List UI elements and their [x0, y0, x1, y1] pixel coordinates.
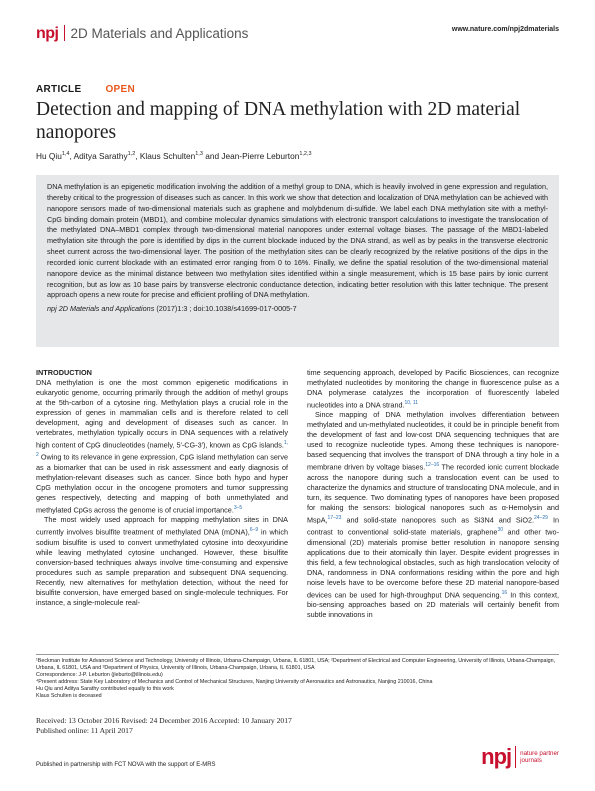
author-separator: and	[202, 151, 222, 161]
author-separator: ,	[69, 151, 74, 161]
body-column-right	[307, 368, 559, 620]
author-affiliation: 1,2	[127, 151, 136, 158]
published-online: Published online: 11 April 2017	[36, 725, 133, 735]
tagline-line: journals	[520, 757, 542, 764]
paragraph-text: The recorded ionic current blockade across the nanopore during such a translocation event can be used to characterize the dynamics and structure of translocating DNA molecule, and in turn, its sequence. Two dominating types of nanopores have been proposed for making the sensors: biological nanopores such as α-Hemolysin and MspA,	[307, 462, 559, 525]
author-separator: ,	[135, 151, 140, 161]
open-access-badge: OPEN	[105, 84, 135, 95]
reference-link[interactable]: 16	[501, 589, 508, 596]
footnote-correspondence[interactable]: Correspondence: J-P. Leburton (jleburto@illinois.edu)	[36, 672, 163, 678]
paragraph-text: Since mapping of DNA methylation involves differentiation between methylated and un-methylated nucleotides, it could be in principle benefit from the development of fast and low-cost DNA sequencing techniques that are used to recognize nucleotide types. Among these techniques is nanopore-based sequencing that involves the transport of DNA through a tiny hole in a membrane driven by voltage biases.	[307, 410, 559, 472]
reference-link[interactable]: 30	[497, 527, 503, 534]
abstract-text: DNA methylation is an epigenetic modification involving the addition of a methyl group to DNA, which is heavily involved in gene expression and regulation, thereby critical to the progression of diseases such as cancer. In this work we show that detection and localization of DNA methylation can be achieved with nanopore sensors made of two-dimensional materials such as graphene and molybdenum di-sulfide. We label each DNA methylation site with a methyl-CpG binding domain protein (MBD1), and combine molecular dynamics simulations with electronic transport calculations to investigate the translocation of the methylated DNA–MBD1 complex through two-dimensional material nanopores under external voltage biases. The passage of the MBD1-labeled methylation site through the pore is identified by dips in the current blockade induced by the DNA strand, as well as by peaks in the transverse electronic sheet current across the two-dimensional layer. The position of the methylation sites can be clearly recognized by the relative positions of the dips in the recorded ionic current blockade with an estimated error ranging from 0 to 16%. Finally, we define the spatial resolution of the two-dimensional material nanopore device as the minimal distance between two methylation sites identified within a single measurement, which is 15 base pairs by ionic current recognition, but as low as 10 base pairs by transverse electronic conductance detection, indicating better resolution with this latter technique. The present approach opens a new route for precise and efficient profiling of DNA methylation.	[47, 182, 548, 300]
article-title: Detection and mapping of DNA methylation with 2D material nanopores	[36, 99, 521, 143]
paragraph-text: and solid-state nanopores such as Si3N4 and SiO2.	[341, 515, 535, 525]
paragraph-text: The most widely used approach for mapping methylation sites in DNA currently involves bisulfite treatment of methylated DNA (mDNA),	[36, 515, 288, 537]
paragraph-text: in which sodium bisulfite is used to convert unmethylated cytosine into deoxyuridine while leaving methylated cytosine unchanged. However, these bisulfite conversion-based techniques always involve time-consuming and expensive procedures such as sample preparation and subsequent DNA sequencing. Recently, new alternatives for methylation detection, without the need for bisulfite conversion, have emerged based on single-molecule techniques. For instance, a single-molecule real-	[36, 527, 288, 607]
article-type-label	[36, 84, 135, 95]
article-body	[36, 368, 559, 620]
body-paragraph	[307, 410, 559, 620]
reference-link[interactable]: 3–5	[233, 504, 243, 511]
npj-logo: npj	[36, 25, 59, 42]
paragraph-text: In this context, bio-sensing approaches based on 2D materials will certainly benefit from subtle innovations in	[307, 590, 559, 620]
author-affiliation: 1,2,3	[299, 151, 312, 158]
reference-link[interactable]: 24–29	[534, 514, 548, 521]
journal-brand[interactable]	[36, 22, 248, 43]
brand-divider	[64, 25, 65, 41]
citation-journal: npj 2D Materials and Applications	[47, 304, 155, 314]
footer-npj-logo: npj	[481, 744, 512, 769]
npj-partner-logo	[481, 744, 559, 770]
journal-url-link[interactable]: www.nature.com/npj2dmaterials	[451, 26, 559, 33]
reference-link[interactable]: 10, 11	[404, 400, 419, 406]
author-name[interactable]: Aditya Sarathy	[73, 151, 128, 161]
article-type: ARTICLE	[36, 84, 82, 95]
paragraph-text: Owing to its relevance in gene expression, CpG island methylation can serve as a biomarker that can be used in risk assessment and early diagnosis of methylation-relevant diseases such as cancer. Since both hypo and hyper CpG methylation occur in the oncogene promoters and tumor suppressing genes respectively, detecting and mapping of both unmethylated and methylated CpGs across the genome is of crucial importance.	[36, 452, 288, 515]
page-header	[36, 22, 559, 46]
citation-line	[47, 304, 548, 315]
author-list	[36, 151, 312, 161]
author-name[interactable]: Klaus Schulten	[139, 151, 196, 161]
paragraph-text: DNA methylation is one the most common epigenetic modifications in eukaryotic genome, occurring primarily through the addition of methyl groups at the 5th-carbon of a cytosine ring. Methylation plays a crucial role in the expression of genes in mammalian cells and is therefore related to cell development, aging and development of diseases such as cancer. In vertebrates, methylation typically occurs in DNA sequences with a relatively high content of CpG dinucleotides (namely, 5′-CG-3′), known as CpG islands.	[36, 378, 288, 450]
footer-tagline	[520, 750, 559, 764]
reference-link[interactable]: 6–9	[249, 527, 259, 534]
author-name[interactable]: Jean-Pierre Leburton	[221, 151, 300, 161]
footer-logo-divider	[515, 746, 516, 768]
paragraph-text: time sequencing approach, developed by Pacific Biosciences, can recognize methylated nucleotides by monitoring the change in fluorescence pulse as a DNA polymerase catalyzes the incorporation of fluorescently labeled nucleotides into a DNA strand.	[307, 368, 559, 410]
reference-link[interactable]: 17–23	[327, 514, 342, 521]
footnote-present-address: ⁴Present address: State Key Laboratory of Mechanics and Control of Mechanical Structures, Nanjing University of Aeronautics and Astronautics, Nanjing 210016, China	[36, 679, 433, 685]
body-paragraph	[307, 368, 559, 410]
reference-link[interactable]: 1, 2	[36, 440, 288, 459]
citation-doi[interactable]: (2017)1:3 ; doi:10.1038/s41699-017-0005-7	[154, 304, 297, 314]
paragraph-text: In contrast to conventional solid-state materials, graphene	[307, 515, 559, 537]
footnote-divider	[36, 654, 559, 655]
body-paragraph	[36, 515, 288, 607]
section-heading-introduction: INTRODUCTION	[36, 368, 92, 377]
journal-name: 2D Materials and Applications	[70, 26, 249, 41]
reference-link[interactable]: 12–16	[425, 462, 440, 469]
paragraph-text: and other two-dimensional (2D) materials promise better resolution in nanopore sensing applications due to their atomically thin layer. Despite evident progresses in this field, a few technological obstacles, such as high translocation velocity of DNA, randomness in DNA conformations residing within the pore and high noise levels have to be overcome before these 2D material nanopore-based devices can be used for high-throughput DNA sequencing.	[307, 527, 559, 600]
publication-dates	[36, 716, 292, 735]
footnote-deceased: Klaus Schulten is deceased	[36, 693, 102, 699]
author-affiliation: 1,4	[61, 151, 70, 158]
footnote-equal-contribution: Hu Qiu and Aditya Sarathy contributed equally to this work	[36, 686, 174, 692]
partnership-note: Published in partnership with FCT NOVA with the support of E-MRS	[36, 762, 216, 768]
tagline-line: nature partner	[520, 750, 559, 757]
author-affiliation: 1,3	[195, 151, 203, 158]
footnotes	[36, 658, 559, 700]
author-name[interactable]: Hu Qiu	[36, 151, 62, 161]
abstract-box	[36, 175, 559, 347]
body-column-left	[36, 368, 288, 620]
received-revised-accepted: Received: 13 October 2016 Revised: 24 December 2016 Accepted: 10 January 2017	[36, 716, 292, 725]
footnote-affiliations: ¹Beckman Institute for Advanced Science and Technology, University of Illinois, Urbana-Champaign, Urbana, IL 61801, USA; ²Department of Electrical and Computer Engineering, University of Illinois, Urbana-Champaign, Urbana, IL 61801, USA and ³Department of Physics, University of Illinois, Urbana-Champaign, Urbana, IL 61801, USA	[36, 658, 556, 671]
body-paragraph	[36, 378, 288, 515]
